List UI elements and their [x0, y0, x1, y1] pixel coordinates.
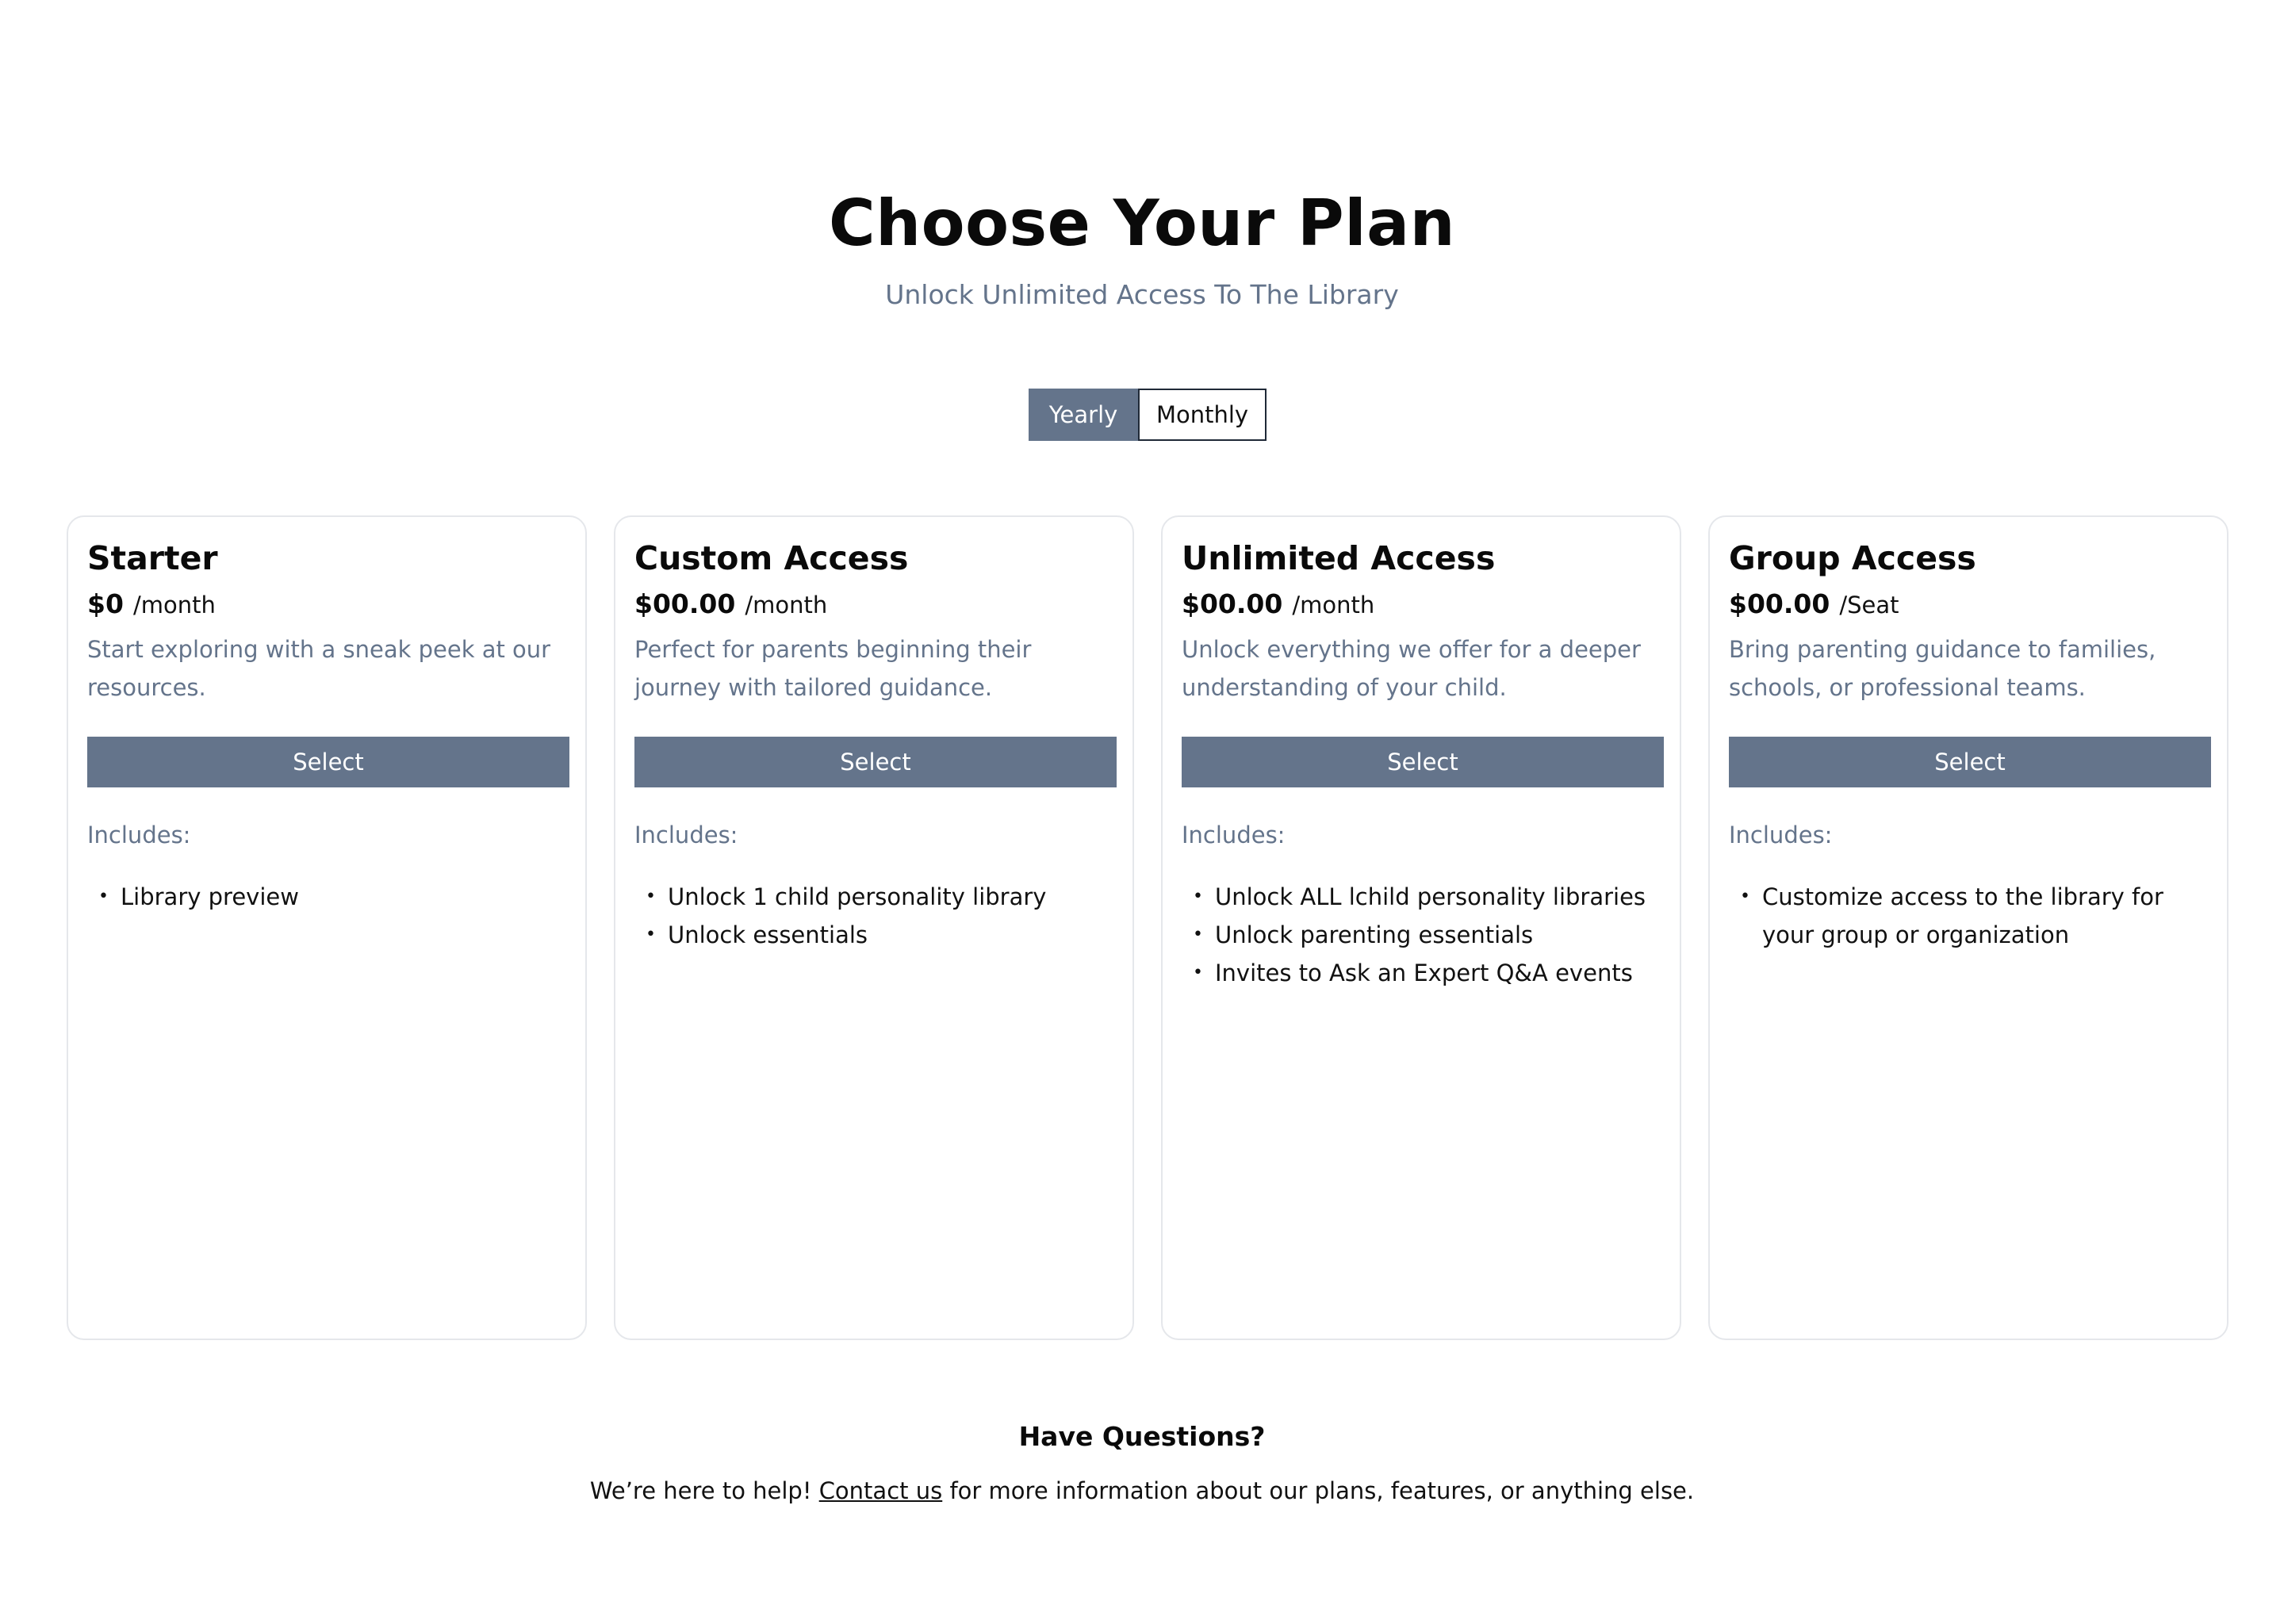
plan-card-starter — [67, 515, 587, 1340]
plan-cards — [67, 515, 2230, 1340]
bullet-icon: • — [1740, 887, 1750, 906]
plan-description: Unlock everything we offer for a deeper understanding of your child. — [1182, 636, 1641, 701]
plan-card-group-access — [1708, 515, 2228, 1340]
faq-text — [0, 1473, 2284, 1508]
plan-name: Custom Access — [634, 539, 909, 577]
feature-list — [634, 878, 1113, 954]
includes-label: Includes: — [1729, 822, 1833, 848]
plan-card-custom-access — [614, 515, 1134, 1340]
feature-text: Unlock 1 child personality library — [668, 883, 1047, 910]
bullet-icon: • — [1193, 925, 1203, 944]
feature-text: Library preview — [121, 883, 299, 910]
faq-text-before: We’re here to help! — [589, 1477, 819, 1504]
bullet-icon: • — [1193, 963, 1203, 982]
bullet-icon: • — [646, 887, 656, 906]
feature-item — [1740, 878, 2208, 954]
plan-period: /month — [1292, 592, 1375, 619]
feature-text: Invites to Ask an Expert Q&A events — [1215, 959, 1633, 986]
feature-text: Unlock ALL lchild personality libraries — [1215, 883, 1646, 910]
plan-name: Group Access — [1729, 539, 1976, 577]
monthly-toggle-button[interactable]: Monthly — [1138, 389, 1267, 441]
feature-list — [1729, 878, 2208, 954]
plan-price: $0 — [87, 588, 124, 619]
faq-text-after: for more information about our plans, features, or anything else. — [942, 1477, 1695, 1504]
plan-price-row — [1729, 587, 2208, 622]
page-header — [0, 184, 2284, 312]
includes-label: Includes: — [634, 822, 738, 848]
plan-description: Perfect for parents beginning their journey with tailored guidance. — [634, 636, 1032, 701]
yearly-toggle-button[interactable]: Yearly — [1029, 389, 1138, 441]
feature-list — [87, 878, 566, 916]
plan-period: /Seat — [1839, 592, 1899, 619]
plan-price-row — [634, 587, 1113, 622]
plan-price: $00.00 — [1182, 588, 1283, 619]
feature-text: Customize access to the library for your group or organization — [1762, 883, 2163, 948]
feature-item — [1193, 878, 1661, 916]
feature-item — [1193, 916, 1661, 954]
plan-price: $00.00 — [634, 588, 736, 619]
plan-price-row — [1182, 587, 1661, 622]
faq-title: Have Questions? — [1018, 1421, 1266, 1452]
plan-card-unlimited-access — [1161, 515, 1681, 1340]
plan-price: $00.00 — [1729, 588, 1830, 619]
includes-label: Includes: — [1182, 822, 1286, 848]
plan-description: Start exploring with a sneak peek at our resources. — [87, 636, 551, 701]
feature-text: Unlock essentials — [668, 921, 868, 948]
select-custom-access-button[interactable]: Select — [634, 737, 1117, 787]
billing-period-toggle — [1029, 389, 1267, 441]
page-subtitle: Unlock Unlimited Access To The Library — [885, 279, 1399, 310]
faq-section — [0, 1418, 2284, 1508]
plan-price-row — [87, 587, 566, 622]
select-unlimited-access-button[interactable]: Select — [1182, 737, 1664, 787]
select-starter-button[interactable]: Select — [87, 737, 569, 787]
feature-item — [1193, 954, 1661, 992]
plan-name: Unlimited Access — [1182, 539, 1496, 577]
bullet-icon: • — [646, 925, 656, 944]
feature-item — [646, 878, 1113, 916]
contact-us-link[interactable]: Contact us — [818, 1477, 943, 1504]
plan-name: Starter — [87, 539, 218, 577]
feature-item — [646, 916, 1113, 954]
plan-description: Bring parenting guidance to families, schools, or professional teams. — [1729, 636, 2156, 701]
page-title: Choose Your Plan — [828, 186, 1456, 260]
feature-text: Unlock parenting essentials — [1215, 921, 1534, 948]
plan-period: /month — [132, 592, 216, 619]
includes-label: Includes: — [87, 822, 191, 848]
feature-list — [1182, 878, 1661, 992]
bullet-icon: • — [98, 887, 109, 906]
select-group-access-button[interactable]: Select — [1729, 737, 2211, 787]
feature-item — [98, 878, 566, 916]
bullet-icon: • — [1193, 887, 1203, 906]
plan-period: /month — [745, 592, 828, 619]
